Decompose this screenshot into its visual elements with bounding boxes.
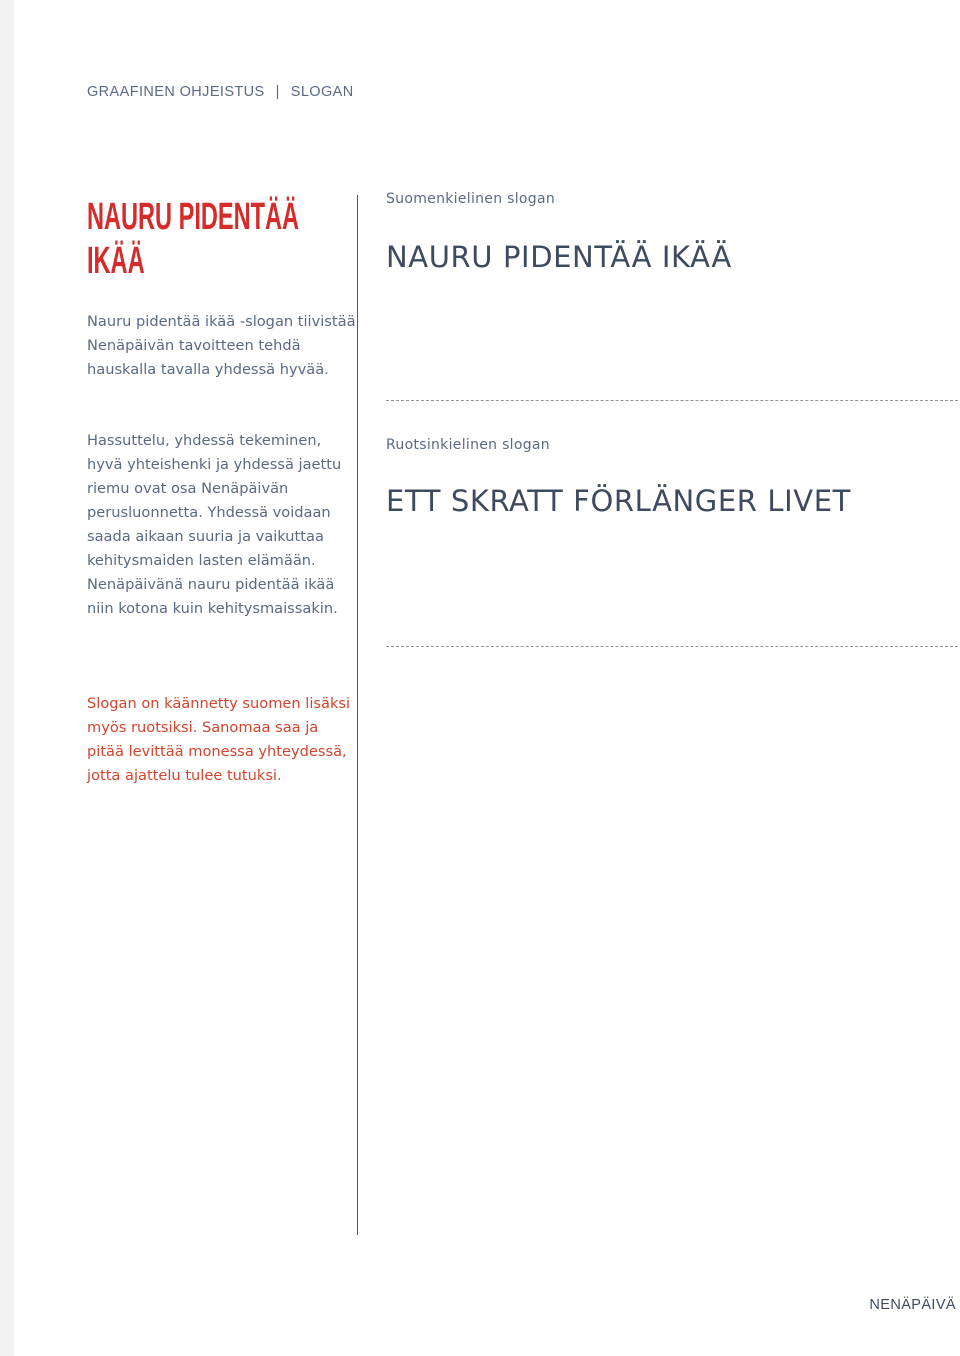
page-header	[87, 84, 354, 100]
column-divider	[357, 195, 358, 1235]
document-page	[14, 0, 960, 1356]
left-title	[87, 195, 300, 283]
intro-paragraph: Nauru pidentää ikää -slogan tiivistää Nenäpäivän tavoitteen tehdä hauskalla tavalla yhdessä hyvää.	[87, 313, 356, 378]
swedish-slogan: ETT SKRATT FÖRLÄNGER LIVET	[386, 484, 851, 518]
left-title-line-2: IKÄÄ	[87, 240, 145, 282]
translation-note-paragraph: Slogan on käännetty suomen lisäksi myös ruotsiksi. Sanomaa saa ja pitää levittää monessa yhteydessä, jotta ajattelu tulee tutuksi.	[87, 695, 351, 784]
finnish-slogan-label: Suomenkielinen slogan	[386, 191, 556, 207]
left-title-line-1: NAURU PIDENTÄÄ	[87, 196, 300, 238]
header-topic: SLOGAN	[290, 84, 354, 100]
dashed-divider-2	[386, 646, 958, 647]
swedish-slogan-label: Ruotsinkielinen slogan	[386, 437, 550, 453]
dashed-divider-1	[386, 400, 958, 401]
header-separator: |	[275, 84, 280, 100]
finnish-slogan: NAURU PIDENTÄÄ IKÄÄ	[386, 240, 732, 274]
footer-brand: NENÄPÄIVÄ	[869, 1297, 956, 1313]
description-paragraph: Hassuttelu, yhdessä tekeminen, hyvä yhteishenki ja yhdessä jaettu riemu ovat osa Nenäpäivän perusluonnetta. Yhdessä voidaan saada aikaan suuria ja vaikuttaa kehitysmaiden lasten elämään. Nenäpäivänä nauru pidentää ikää niin kotona kuin kehitysmaissakin.	[87, 432, 342, 617]
header-section: GRAAFINEN OHJEISTUS	[87, 84, 265, 100]
